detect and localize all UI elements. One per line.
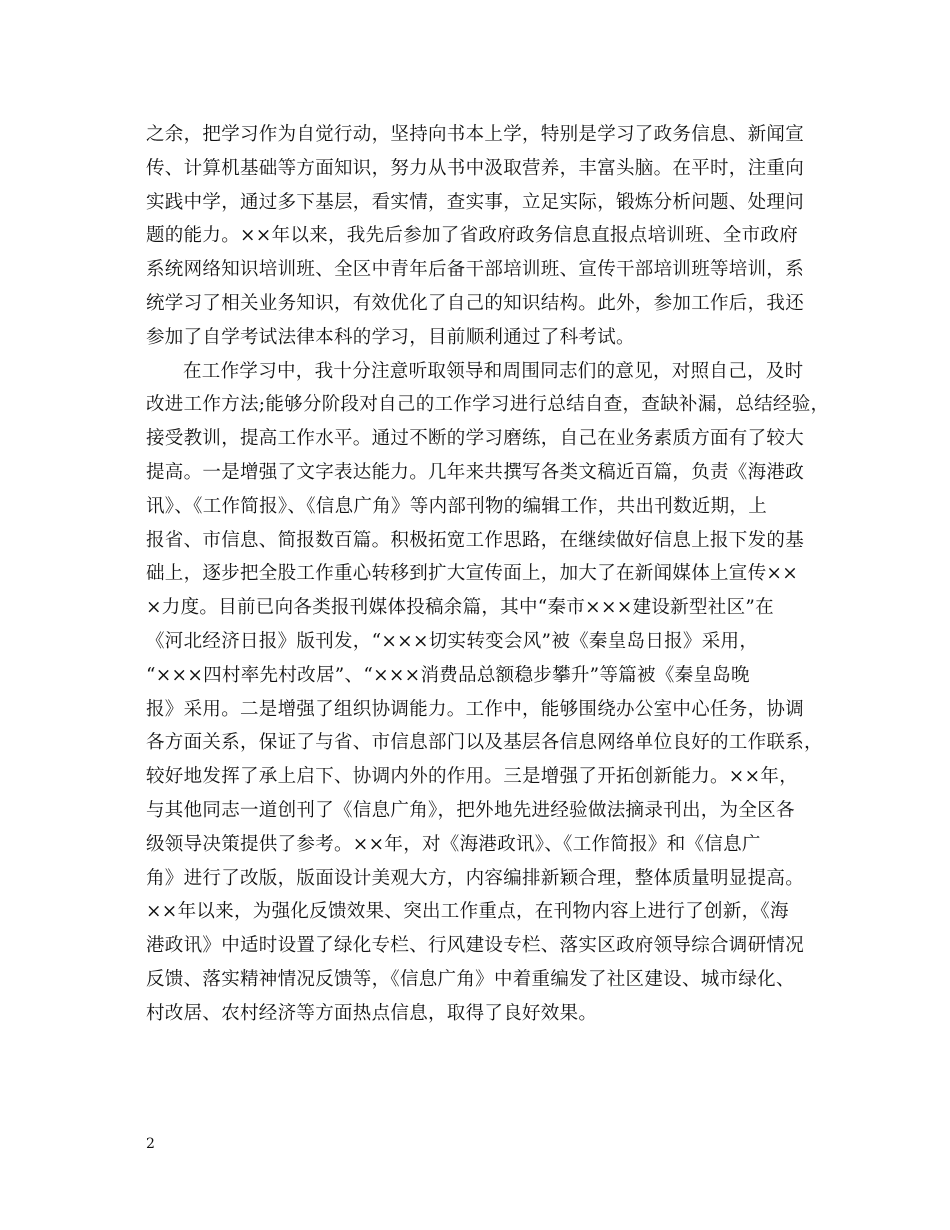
- text-line: 各方面关系，保证了与省、市信息部门以及基层各信息网络单位良好的工作联系，: [146, 732, 823, 754]
- text-line: 级领导决策提供了参考。××年，对《海港政讯》、《工作简报》和《信息广: [146, 833, 761, 855]
- text-line: 接受教训，提高工作水平。通过不断的学习磨练，自己在业务素质方面有了较大: [146, 428, 805, 450]
- page-number: 2: [146, 1136, 155, 1152]
- text-line: 传、计算机基础等方面知识，努力从书中汲取营养，丰富头脑。在平时，注重向: [146, 157, 805, 179]
- text-line: ××年以来，为强化反馈效果、突出工作重点，在刊物内容上进行了创新，《海: [146, 901, 789, 923]
- text-line: 提高。一是增强了文字表达能力。几年来共撰写各类文稿近百篇，负责《海港政: [146, 461, 805, 483]
- text-line: 港政讯》中适时设置了绿化专栏、行风建设专栏、落实区政府领导综合调研情况: [146, 935, 805, 957]
- text-line: 在工作学习中，我十分注意听取领导和周围同志们的意见，对照自己，及时: [183, 360, 804, 382]
- text-line: 反馈、落实精神情况反馈等，《信息广角》中着重编发了社区建设、城市绿化、: [146, 968, 795, 990]
- text-line: 改进工作方法;能够分阶段对自己的工作学习进行总结自查，查缺补漏，总结经验，: [146, 394, 830, 416]
- text-line: 题的能力。××年以来，我先后参加了省政府政务信息直报点培训班、全市政府: [146, 225, 799, 247]
- text-line: 村改居、农村经济等方面热点信息，取得了良好效果。: [146, 1002, 598, 1024]
- text-line: 较好地发挥了承上启下、协调内外的作用。三是增强了开拓创新能力。××年，: [146, 766, 799, 788]
- text-line: 统学习了相关业务知识，有效优化了自己的知识结构。此外，参加工作后，我还: [146, 292, 805, 314]
- text-line: 础上，逐步把全股工作重心转移到扩大宣传面上，加大了在新闻媒体上宣传××: [146, 563, 799, 585]
- text-line: 参加了自学考试法律本科的学习，目前顺利通过了科考试。: [146, 326, 635, 348]
- text-line: 实践中学，通过多下基层，看实情，查实事，立足实际，锻炼分析问题、处理问: [146, 191, 805, 213]
- text-line: 之余，把学习作为自觉行动，坚持向书本上学，特别是学习了政务信息、新闻宣: [146, 124, 805, 145]
- body-text: [146, 118, 830, 1031]
- text-line: 讯》、《工作简报》、《信息广角》等内部刊物的编辑工作，共出刊数近期，上: [146, 495, 768, 517]
- text-line: 角》进行了改版，版面设计美观大方，内容编排新颖合理，整体质量明显提高。: [146, 867, 805, 889]
- text-line: 系统网络知识培训班、全区中青年后备干部培训班、宣传干部培训班等培训，系: [146, 259, 805, 281]
- text-line: 《河北经济日报》版刊发，“×××切实转变会风”被《秦皇岛日报》采用，: [146, 630, 759, 652]
- text-line: ×力度。目前已向各类报刊媒体投稿余篇，其中“秦市×××建设新型社区”在: [146, 597, 774, 619]
- text-line: 报》采用。二是增强了组织协调能力。工作中，能够围绕办公室中心任务，协调: [146, 698, 805, 720]
- text-line: 报省、市信息、简报数百篇。积极拓宽工作思路，在继续做好信息上报下发的基: [146, 529, 805, 551]
- text-line: 与其他同志一道创刊了《信息广角》，把外地先进经验做法摘录刊出，为全区各: [146, 799, 795, 821]
- text-line: “×××四村率先村改居”、“×××消费品总额稳步攀升”等篇被《秦皇岛晚: [146, 664, 750, 686]
